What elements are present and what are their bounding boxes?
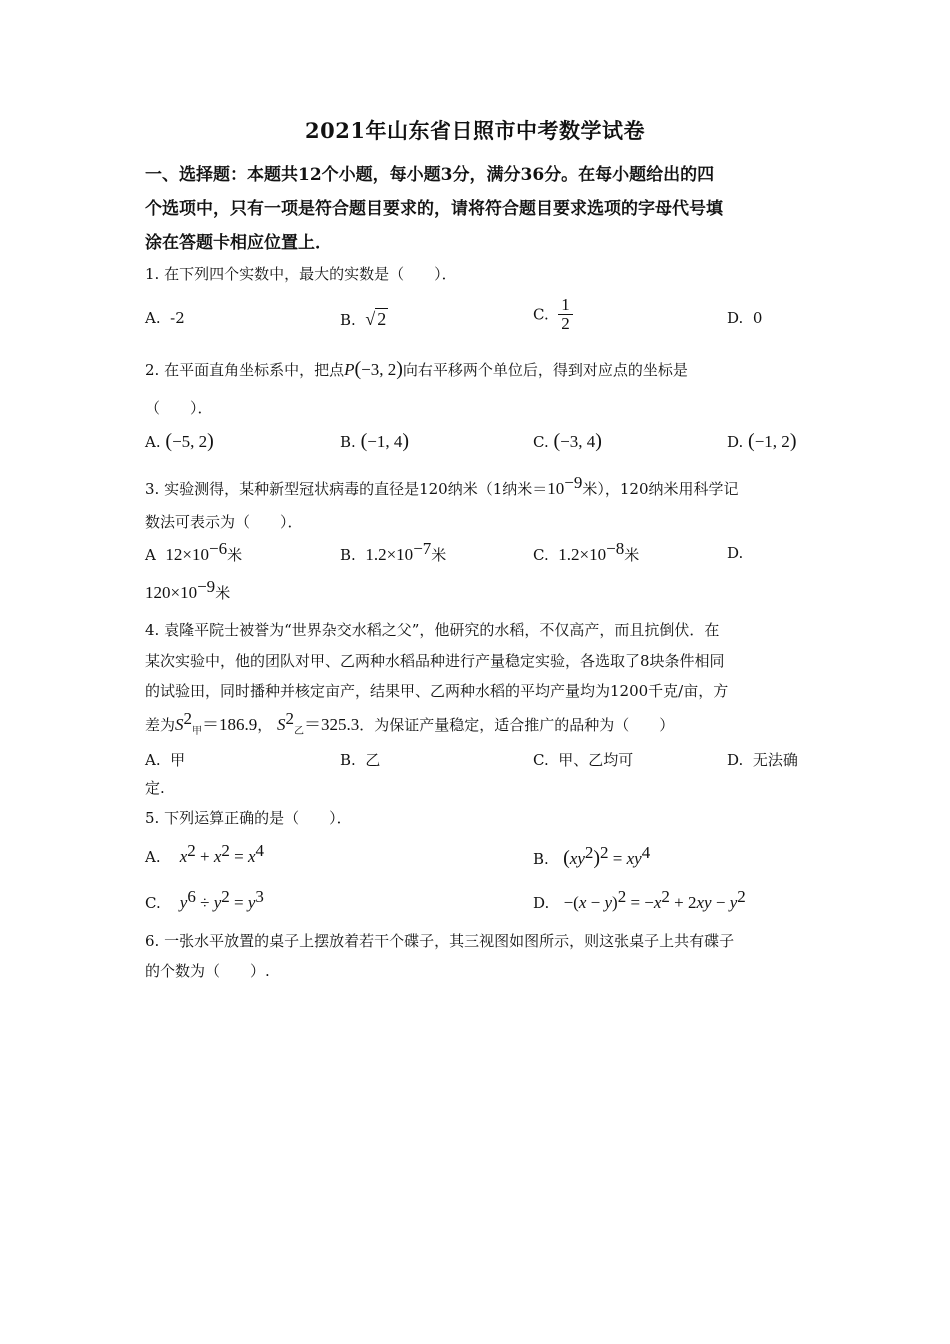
sqrt-symbol: √ 2 bbox=[365, 309, 387, 329]
q4-option-c: C. 甲、乙均可 bbox=[533, 751, 634, 769]
q3-option-c: C. $1.2\times 10^{-8}$米 bbox=[533, 539, 640, 564]
q5-option-b: B. $(xy^2)^2 = xy^4$ bbox=[533, 843, 651, 869]
q4-option-d-cont: 定. bbox=[145, 779, 165, 797]
q1-b-value: 2 bbox=[377, 309, 387, 329]
q3-stem-line2: 数法可表示为（ ）． bbox=[145, 513, 303, 531]
q5-option-d: D. $-(x - y)^2 = -x^2 + 2xy - y^2$ bbox=[533, 887, 746, 912]
q5-option-a: A. $x^2 + x^2 = x^4$ bbox=[145, 841, 265, 866]
q3-option-b: B. $1.2\times 10^{-7}$米 bbox=[340, 539, 447, 564]
q5-stem: 5. 下列运算正确的是（ ）． bbox=[145, 809, 352, 827]
q4-line-4: 差为$S^2_甲=186.9$， $S^2_乙=325.3$．为保证产量稳定，适合推广的品种为（ ） bbox=[145, 709, 675, 737]
q2-option-a: A. (−5, 2) bbox=[145, 430, 214, 452]
variance-yi: ＝325.3 bbox=[304, 715, 360, 734]
variance-jia: ＝186.9 bbox=[202, 715, 258, 734]
q6-line-1: 6. 一张水平放置的桌子上摆放着若干个碟子，其三视图如图所示，则这张桌子上共有碟子 bbox=[145, 932, 735, 950]
q2-option-b: B. (−1, 4) bbox=[340, 430, 410, 452]
q2-option-c: C. (−3, 4) bbox=[533, 430, 602, 452]
page-title: 2021年山东省日照市中考数学试卷 bbox=[305, 118, 645, 143]
q3-option-d: D. bbox=[727, 544, 744, 562]
q2-stem: 2. 在平面直角坐标系中，把点P(−3, 2)向右平移两个单位后，得到对应点的坐标是 bbox=[145, 358, 688, 380]
q3-option-d-value: $120\times 10^{-9}$米 bbox=[145, 577, 231, 602]
q4-option-b: B. 乙 bbox=[340, 751, 381, 769]
q6-line-2: 的个数为（ ）. bbox=[145, 962, 270, 980]
q4-option-d: D. 无法确 bbox=[727, 751, 798, 769]
q4-line-3: 的试验田，同时播种并核定亩产，结果甲、乙两种水稻的平均产量均为1200千克/亩，方 bbox=[145, 682, 729, 700]
q2-stem-line2: （ ）． bbox=[145, 399, 213, 417]
section-line-2: 个选项中，只有一项是符合题目要求的，请将符合题目要求选项的字母代号填 bbox=[145, 199, 723, 219]
q1-a-value: -2 bbox=[170, 309, 185, 327]
q5-option-c: C. $y^6 \div y^2 = y^3$ bbox=[145, 887, 264, 912]
q2-option-d: D. (−1, 2) bbox=[727, 430, 797, 452]
q3-stem: 3. 实验测得，某种新型冠状病毒的直径是120纳米（1纳米$=10^{-9}$米），120纳米用科学记 bbox=[145, 473, 739, 498]
q4-line-1: 4. 袁隆平院士被誉为“世界杂交水稻之父”，他研究的水稻，不仅高产，而且抗倒伏．在 bbox=[145, 621, 720, 639]
point-label: P bbox=[344, 360, 355, 379]
q1-option-a: A. -2 bbox=[145, 309, 185, 327]
q4-line-2: 某次实验中，他的团队对甲、乙两种水稻品种进行产量稳定实验，各选取了8块条件相同 bbox=[145, 652, 725, 670]
q1-option-d: D. 0 bbox=[727, 309, 763, 327]
q1-stem: 1. 在下列四个实数中，最大的实数是（ ）． bbox=[145, 265, 457, 283]
q3-option-a: A $12\times 10^{-6}$米 bbox=[145, 539, 243, 564]
q1-c-fraction: $\frac{1}{2}$ bbox=[558, 296, 573, 333]
section-line-3: 涂在答题卡相应位置上． bbox=[145, 233, 332, 253]
q4-option-a: A. 甲 bbox=[145, 751, 186, 769]
q1-option-c: C. $\frac{1}{2}$ bbox=[533, 296, 573, 333]
q2-point-coord: −3, 2 bbox=[361, 360, 397, 379]
q1-option-b: B. √ 2 bbox=[340, 309, 387, 329]
section-line-1: 一、选择题：本题共12个小题，每小题3分，满分36分。在每小题给出的四 bbox=[145, 165, 715, 185]
section-instructions bbox=[145, 158, 805, 260]
